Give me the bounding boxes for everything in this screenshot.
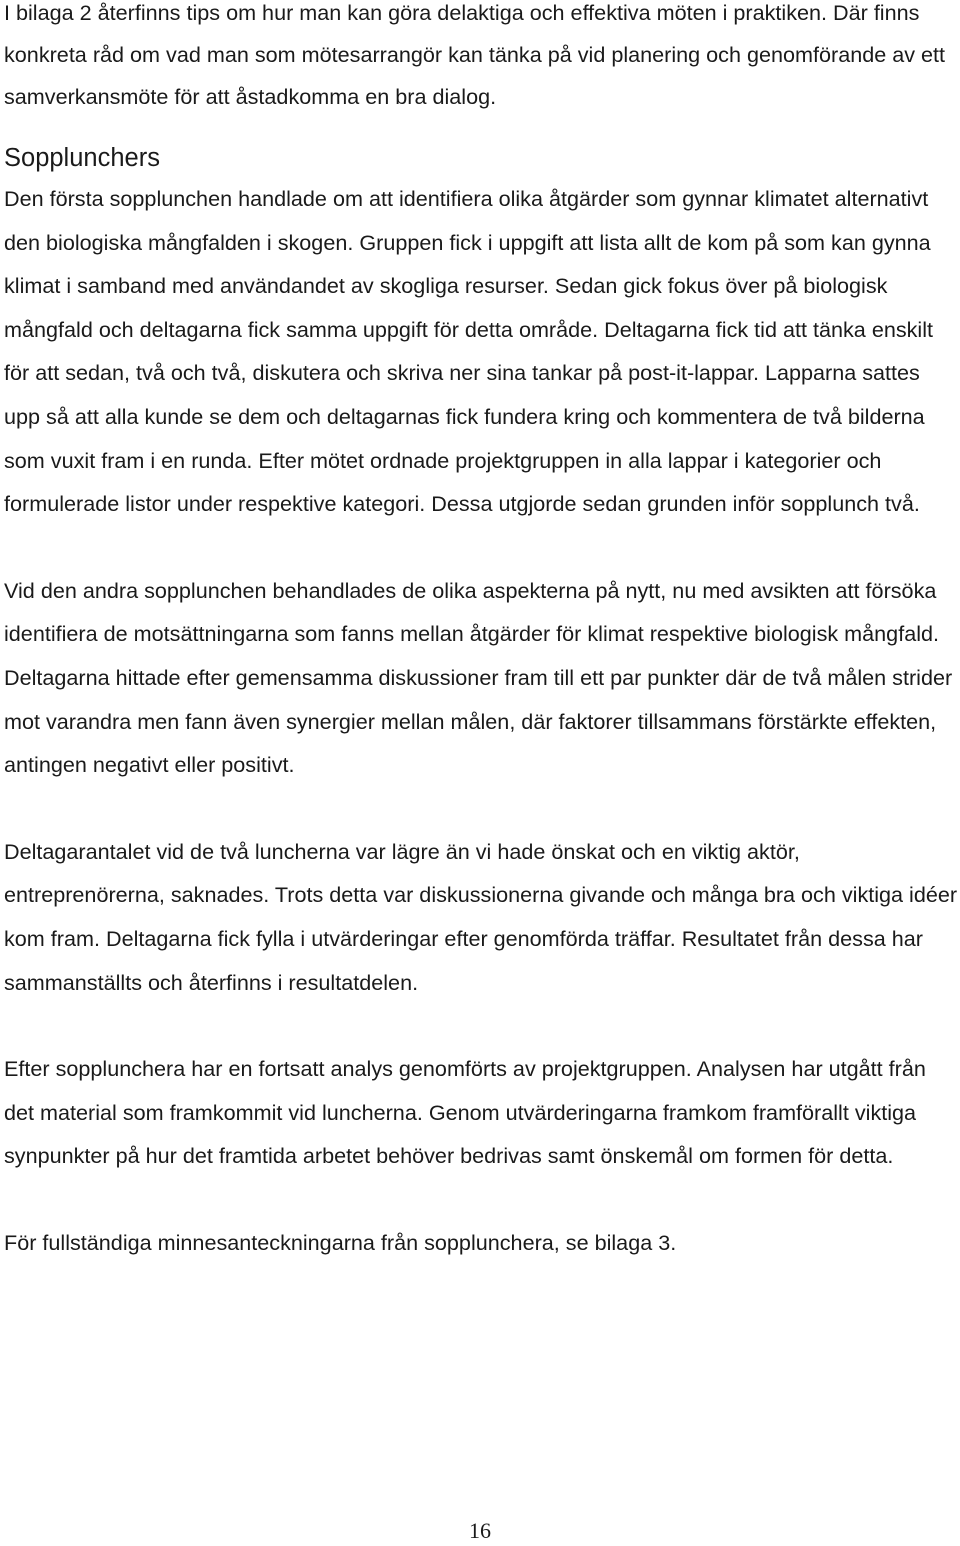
section-heading: Sopplunchers (4, 144, 160, 172)
document-page (4, 0, 960, 1264)
body-paragraph-2: Vid den andra sopplunchen behandlades de olika aspekterna på nytt, nu med avsikten att försöka identifiera de motsättningarna som fanns mellan åtgärder för klimat respektive biologisk mångfald. Deltagarna hittade efter gemensamma diskussioner fram till ett par punkter där de två målen strider mot varandra men fann även synergier mellan målen, där faktorer tillsammans förstärkte effekten, antingen negativt eller positivt. (4, 577, 953, 778)
body-paragraph-1: Den första sopplunchen handlade om att identifiera olika åtgärder som gynnar klimatet alternativt den biologiska mångfalden i skogen. Gruppen fick i uppgift att lista allt de kom på som kan gynna klimat i samband med användandet av skogliga resurser. Sedan gick fokus över på biologisk mångfald och deltagarna fick samma uppgift för detta område. Deltagarna fick tid att tänka enskilt för att sedan, två och två, diskutera och skriva ner sina tankar på post-it-lappar. Lapparna sattes upp så att alla kunde se dem och deltagarnas fick fundera kring och kommentera de två bilderna som vuxit fram i en runda. Efter mötet ordnade projektgruppen in alla lappar i kategorier och formulerade listor under respektive kategori. Dessa utgjorde sedan grunden inför sopplunch två. (4, 186, 934, 517)
body-paragraph-5: För fullständiga minnesanteckningarna från sopplunchera, se bilaga 3. (4, 1229, 677, 1255)
page-number: 16 (469, 1518, 491, 1543)
intro-paragraph: I bilaga 2 återfinns tips om hur man kan göra delaktiga och effektiva möten i praktiken. Där finns konkreta råd om vad man som mötesarrangör kan tänka på vid planering och genomförande av ett samverkansmöte för att åstadkomma en bra dialog. (4, 0, 946, 109)
body-paragraph-3: Deltagarantalet vid de två luncherna var lägre än vi hade önskat och en viktig aktör, entreprenörerna, saknades. Trots detta var diskussionerna givande och många bra och viktiga idéer kom fram. Deltagarna fick fylla i utvärderingar efter genomförda träffar. Resultatet från dessa har sammanställts och återfinns i resultatdelen. (4, 838, 958, 995)
body-paragraph-4: Efter sopplunchera har en fortsatt analys genomförts av projektgruppen. Analysen har utgått från det material som framkommit vid luncherna. Genom utvärderingarna framkom framförallt viktiga synpunkter på hur det framtida arbetet behöver bedrivas samt önskemål om formen för detta. (4, 1056, 926, 1169)
